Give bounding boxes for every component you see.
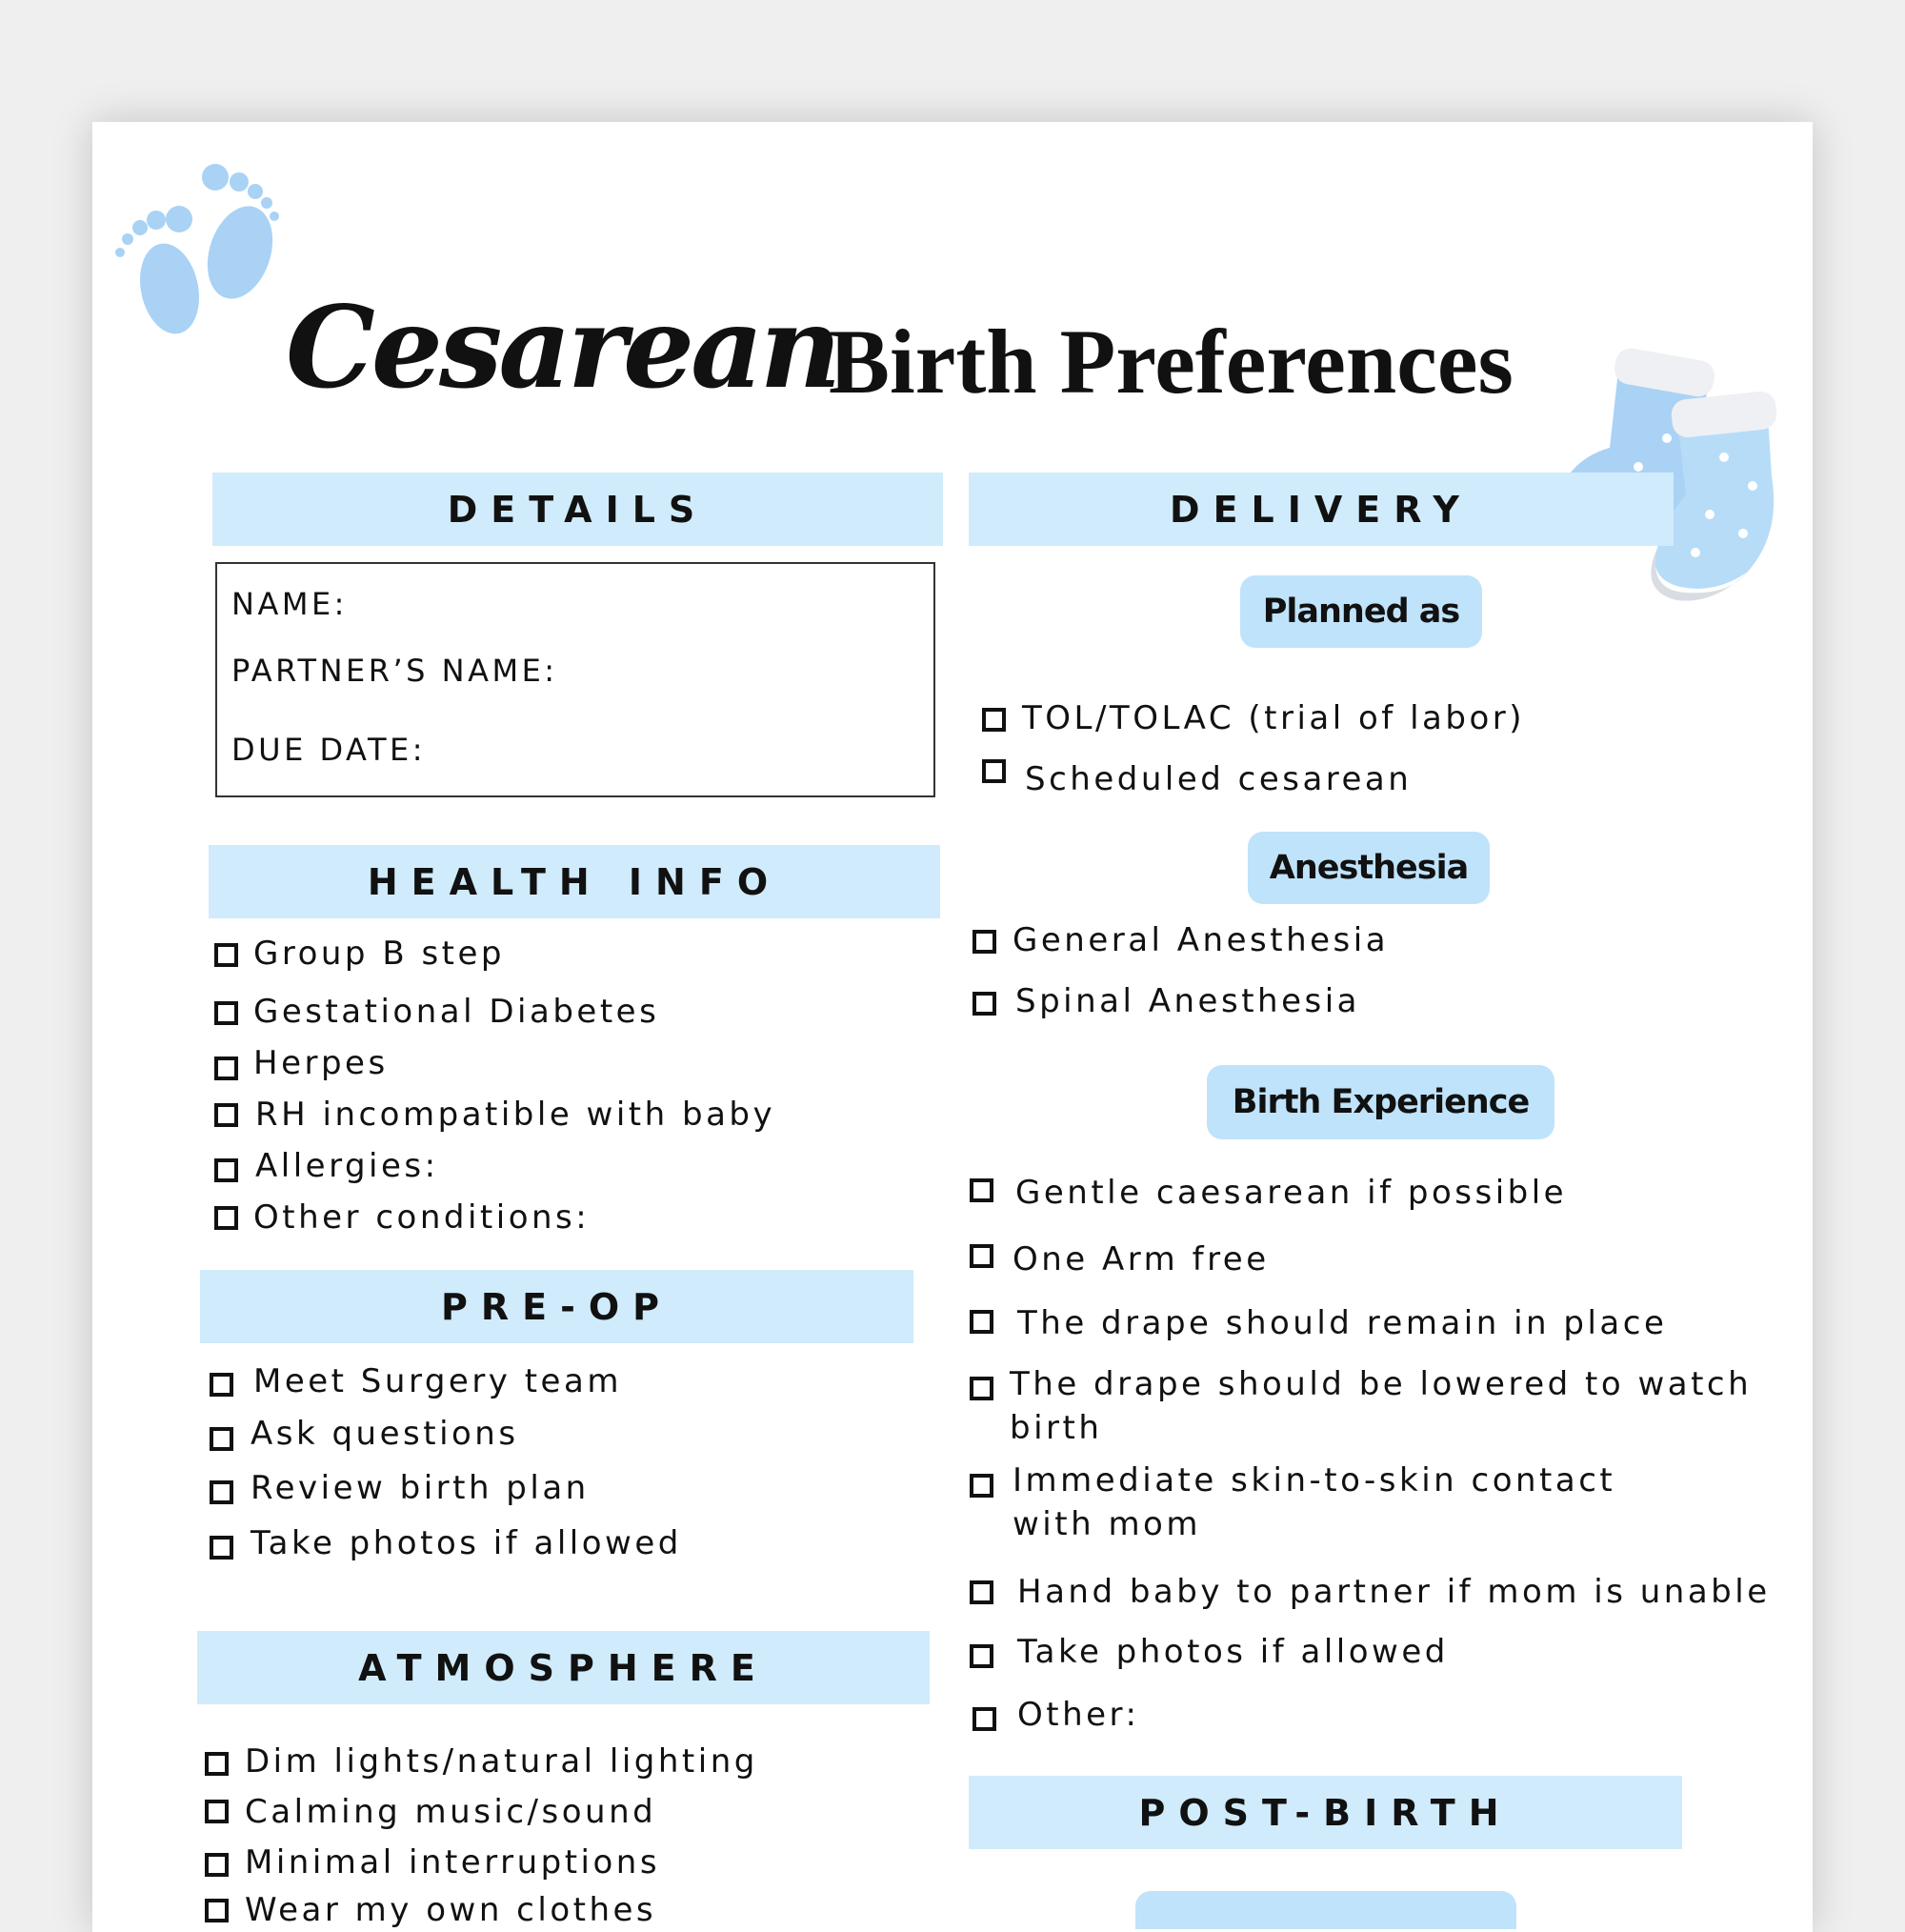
list-item: Take photos if allowed bbox=[251, 1524, 682, 1562]
checkbox[interactable] bbox=[210, 1427, 233, 1451]
checkbox[interactable] bbox=[205, 1853, 229, 1877]
section-header-details: DETAILS bbox=[212, 473, 943, 546]
title-main: Birth Preferences bbox=[829, 311, 1514, 413]
baby-socks-icon bbox=[1543, 333, 1781, 610]
checkbox[interactable] bbox=[214, 1057, 238, 1080]
list-item: Hand baby to partner if mom is unable bbox=[1017, 1573, 1771, 1611]
list-item: RH incompatible with baby bbox=[255, 1096, 776, 1134]
name-field-label: NAME: bbox=[231, 586, 348, 622]
checkbox[interactable] bbox=[970, 1178, 993, 1202]
checkbox[interactable] bbox=[970, 1580, 993, 1604]
due-date-field-label: DUE DATE: bbox=[231, 732, 426, 768]
list-item: Take photos if allowed bbox=[1017, 1633, 1449, 1671]
list-item: Meet Surgery team bbox=[253, 1362, 622, 1400]
section-header-atmosphere: ATMOSPHERE bbox=[197, 1631, 930, 1704]
checkbox[interactable] bbox=[970, 1310, 993, 1334]
checkbox[interactable] bbox=[205, 1899, 229, 1922]
checkbox[interactable] bbox=[970, 1474, 993, 1498]
subheading-planned-as: Planned as bbox=[1240, 575, 1482, 648]
checkbox[interactable] bbox=[214, 1158, 238, 1182]
checkbox[interactable] bbox=[210, 1536, 233, 1560]
section-header-delivery: DELIVERY bbox=[969, 473, 1674, 546]
subheading-anesthesia: Anesthesia bbox=[1248, 832, 1490, 904]
list-item: Herpes bbox=[253, 1044, 389, 1082]
checkbox[interactable] bbox=[973, 930, 996, 954]
checkbox[interactable] bbox=[982, 708, 1006, 732]
list-item: Other: bbox=[1017, 1696, 1140, 1734]
checkbox[interactable] bbox=[214, 1001, 238, 1025]
title-script: Cesarean bbox=[286, 281, 838, 413]
section-header-pre-op: PRE-OP bbox=[200, 1270, 913, 1343]
subheading-partial bbox=[1135, 1891, 1516, 1929]
list-item: Immediate skin-to-skin contact with mom bbox=[1013, 1461, 1616, 1543]
checkbox[interactable] bbox=[210, 1373, 233, 1397]
baby-footprints-icon bbox=[105, 157, 295, 357]
list-item: TOL/TOLAC (trial of labor) bbox=[1022, 699, 1525, 737]
list-item: Review birth plan bbox=[251, 1469, 590, 1507]
list-item: Minimal interruptions bbox=[245, 1843, 661, 1882]
checkbox[interactable] bbox=[973, 1707, 996, 1731]
checkbox[interactable] bbox=[210, 1480, 233, 1504]
checkbox[interactable] bbox=[214, 943, 238, 967]
list-item: Allergies: bbox=[255, 1147, 439, 1185]
list-item: Gentle caesarean if possible bbox=[1015, 1174, 1568, 1212]
list-item: Other conditions: bbox=[253, 1198, 591, 1237]
list-item: The drape should remain in place bbox=[1017, 1304, 1668, 1342]
checkbox[interactable] bbox=[205, 1800, 229, 1823]
list-item: Ask questions bbox=[251, 1415, 519, 1453]
list-item: One Arm free bbox=[1013, 1240, 1270, 1278]
checkbox[interactable] bbox=[214, 1103, 238, 1127]
list-item: The drape should be lowered to watch birth bbox=[1010, 1365, 1753, 1447]
section-header-health-info: HEALTH INFO bbox=[209, 845, 940, 918]
checkbox[interactable] bbox=[214, 1206, 238, 1230]
list-item: Wear my own clothes bbox=[245, 1891, 657, 1929]
checkbox[interactable] bbox=[973, 992, 996, 1016]
checkbox[interactable] bbox=[205, 1752, 229, 1776]
checkbox[interactable] bbox=[970, 1644, 993, 1668]
checkbox[interactable] bbox=[982, 759, 1006, 783]
checkbox[interactable] bbox=[970, 1244, 993, 1268]
list-item: Group B step bbox=[253, 935, 505, 973]
partner-name-field-label: PARTNER’S NAME: bbox=[231, 653, 558, 689]
list-item: Dim lights/natural lighting bbox=[245, 1742, 758, 1781]
list-item: Spinal Anesthesia bbox=[1015, 982, 1360, 1020]
list-item: Calming music/sound bbox=[245, 1793, 657, 1831]
section-header-post-birth: POST-BIRTH bbox=[969, 1776, 1682, 1849]
list-item: General Anesthesia bbox=[1013, 921, 1390, 959]
subheading-birth-experience: Birth Experience bbox=[1207, 1065, 1554, 1139]
list-item: Scheduled cesarean bbox=[1025, 760, 1413, 798]
list-item: Gestational Diabetes bbox=[253, 993, 660, 1031]
checkbox[interactable] bbox=[970, 1377, 993, 1400]
